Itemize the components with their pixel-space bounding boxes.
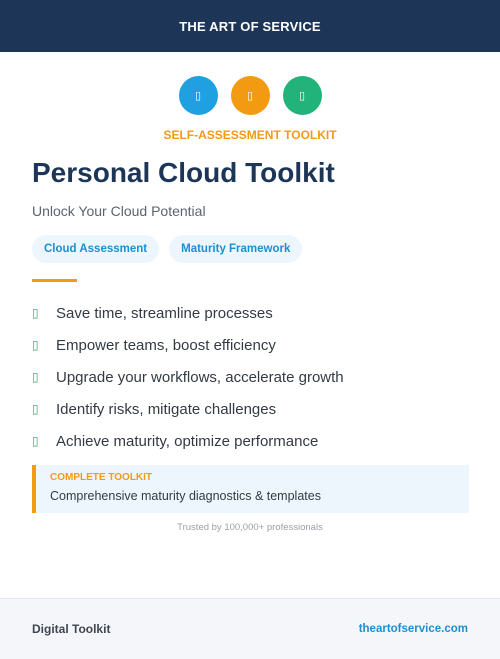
- feature-item: [32, 425, 344, 457]
- toolkit-callout: [32, 465, 469, 513]
- tag-cloud-assessment: Cloud Assessment: [32, 235, 159, 263]
- bullet-icon: ▯: [32, 434, 39, 448]
- placeholder-glyph-icon: ▯: [246, 89, 254, 102]
- kicker-label: SELF-ASSESSMENT TOOLKIT: [163, 128, 337, 142]
- bullet-icon: ▯: [32, 402, 39, 416]
- orange-circle-icon: [231, 76, 270, 115]
- page-title: Personal Cloud Toolkit: [32, 157, 335, 188]
- footer-link[interactable]: theartofservice.com: [358, 623, 468, 635]
- feature-text: Identify risks, mitigate challenges: [56, 400, 277, 418]
- feature-text: Upgrade your workflows, accelerate growth: [56, 368, 344, 386]
- feature-text: Empower teams, boost efficiency: [56, 336, 276, 354]
- feature-text: Achieve maturity, optimize performance: [56, 432, 319, 450]
- green-circle-icon: [283, 76, 322, 115]
- icon-row: [0, 76, 500, 115]
- brand-name: THE ART OF SERVICE: [179, 18, 321, 34]
- placeholder-glyph-icon: ▯: [298, 89, 306, 102]
- feature-list: [32, 297, 344, 457]
- callout-text: Comprehensive maturity diagnostics & templates: [50, 489, 321, 503]
- trust-note: Trusted by 100,000+ professionals: [177, 522, 323, 533]
- bullet-icon: ▯: [32, 306, 39, 320]
- bullet-icon: ▯: [32, 370, 39, 384]
- feature-item: [32, 393, 344, 425]
- footer-label: Digital Toolkit: [32, 622, 111, 636]
- page-subtitle: Unlock Your Cloud Potential: [32, 203, 206, 219]
- bullet-icon: ▯: [32, 338, 39, 352]
- blue-circle-icon: [179, 76, 218, 115]
- footer: [0, 598, 500, 659]
- feature-text: Save time, streamline processes: [56, 304, 273, 322]
- callout-label: COMPLETE TOOLKIT: [50, 472, 153, 483]
- feature-item: [32, 329, 344, 361]
- feature-item: [32, 297, 344, 329]
- tag-maturity-framework: Maturity Framework: [169, 235, 302, 263]
- placeholder-glyph-icon: ▯: [194, 89, 202, 102]
- accent-divider: [32, 279, 77, 282]
- feature-item: [32, 361, 344, 393]
- tag-list: [32, 235, 302, 263]
- top-banner: [0, 0, 500, 52]
